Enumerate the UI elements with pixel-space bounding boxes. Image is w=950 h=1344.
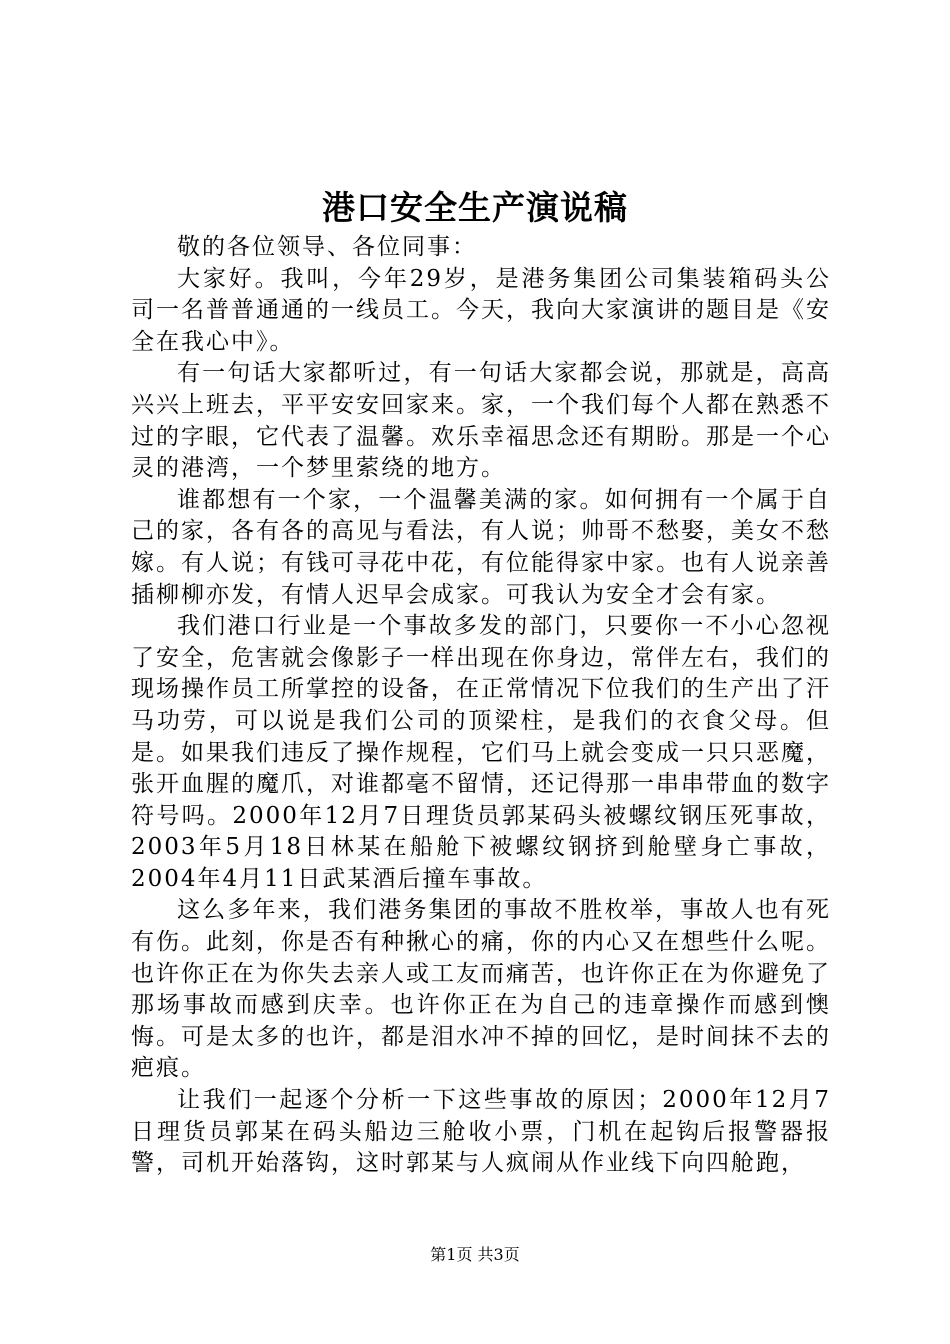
document-title: 港口安全生产演说稿 bbox=[322, 188, 628, 227]
page-number-footer: 第1页 共3页 bbox=[430, 1245, 520, 1264]
paragraph: 这么多年来，我们港务集团的事故不胜枚举，事故人也有死有伤。此刻，你是否有种揪心的痛，你的内心又在想些什么呢。也许你正在为你失去亲人或工友而痛苦，也许你正在为你避免了那场事故而感到庆幸。也许你正在为自己的违章操作而感到懊悔。可是太多的也许，都是泪水冲不掉的回忆，是时间抹不去的疤痕。 bbox=[131, 897, 831, 1082]
document-body bbox=[131, 232, 831, 1180]
paragraph: 让我们一起逐个分析一下这些事故的原因；2000年12月7日理货员郭某在码头船边三舱收小票，门机在起钩后报警器报警，司机开始落钩，这时郭某与人疯闹从作业线下向四舱跑， bbox=[131, 1087, 831, 1177]
paragraph: 大家好。我叫，今年29岁，是港务集团公司集装箱码头公司一名普普通通的一线员工。今天，我向大家演讲的题目是《安全在我心中》。 bbox=[131, 265, 831, 355]
paragraph: 我们港口行业是一个事故多发的部门，只要你一不小心忽视了安全，危害就会像影子一样出现在你身边，常伴左右，我们的现场操作员工所掌控的设备，在正常情况下位我们的生产出了汗马功劳，可以说是我们公司的顶梁柱，是我们的衣食父母。但是。如果我们违反了操作规程，它们马上就会变成一只只恶魔，张开血腥的魔爪，对谁都毫不留情，还记得那一串串带血的数字符号吗。2000年12月7日理货员郭某码头被螺纹钢压死事故，2003年5月18日林某在船舱下被螺纹钢挤到舱壁身亡事故，2004年4月11日武某酒后撞车事故。 bbox=[131, 613, 831, 892]
paragraph: 有一句话大家都听过，有一句话大家都会说，那就是，高高兴兴上班去，平平安安回家来。家，一个我们每个人都在熟悉不过的字眼，它代表了温馨。欢乐幸福思念还有期盼。那是一个心灵的港湾，一个梦里萦绕的地方。 bbox=[131, 360, 831, 482]
paragraph: 谁都想有一个家，一个温馨美满的家。如何拥有一个属于自己的家，各有各的高见与看法，有人说；帅哥不愁娶，美女不愁嫁。有人说；有钱可寻花中花，有位能得家中家。也有人说亲善插柳柳亦发，有情人迟早会成家。可我认为安全才会有家。 bbox=[131, 486, 831, 608]
paragraph-greeting: 敬的各位领导、各位同事： bbox=[177, 234, 477, 260]
